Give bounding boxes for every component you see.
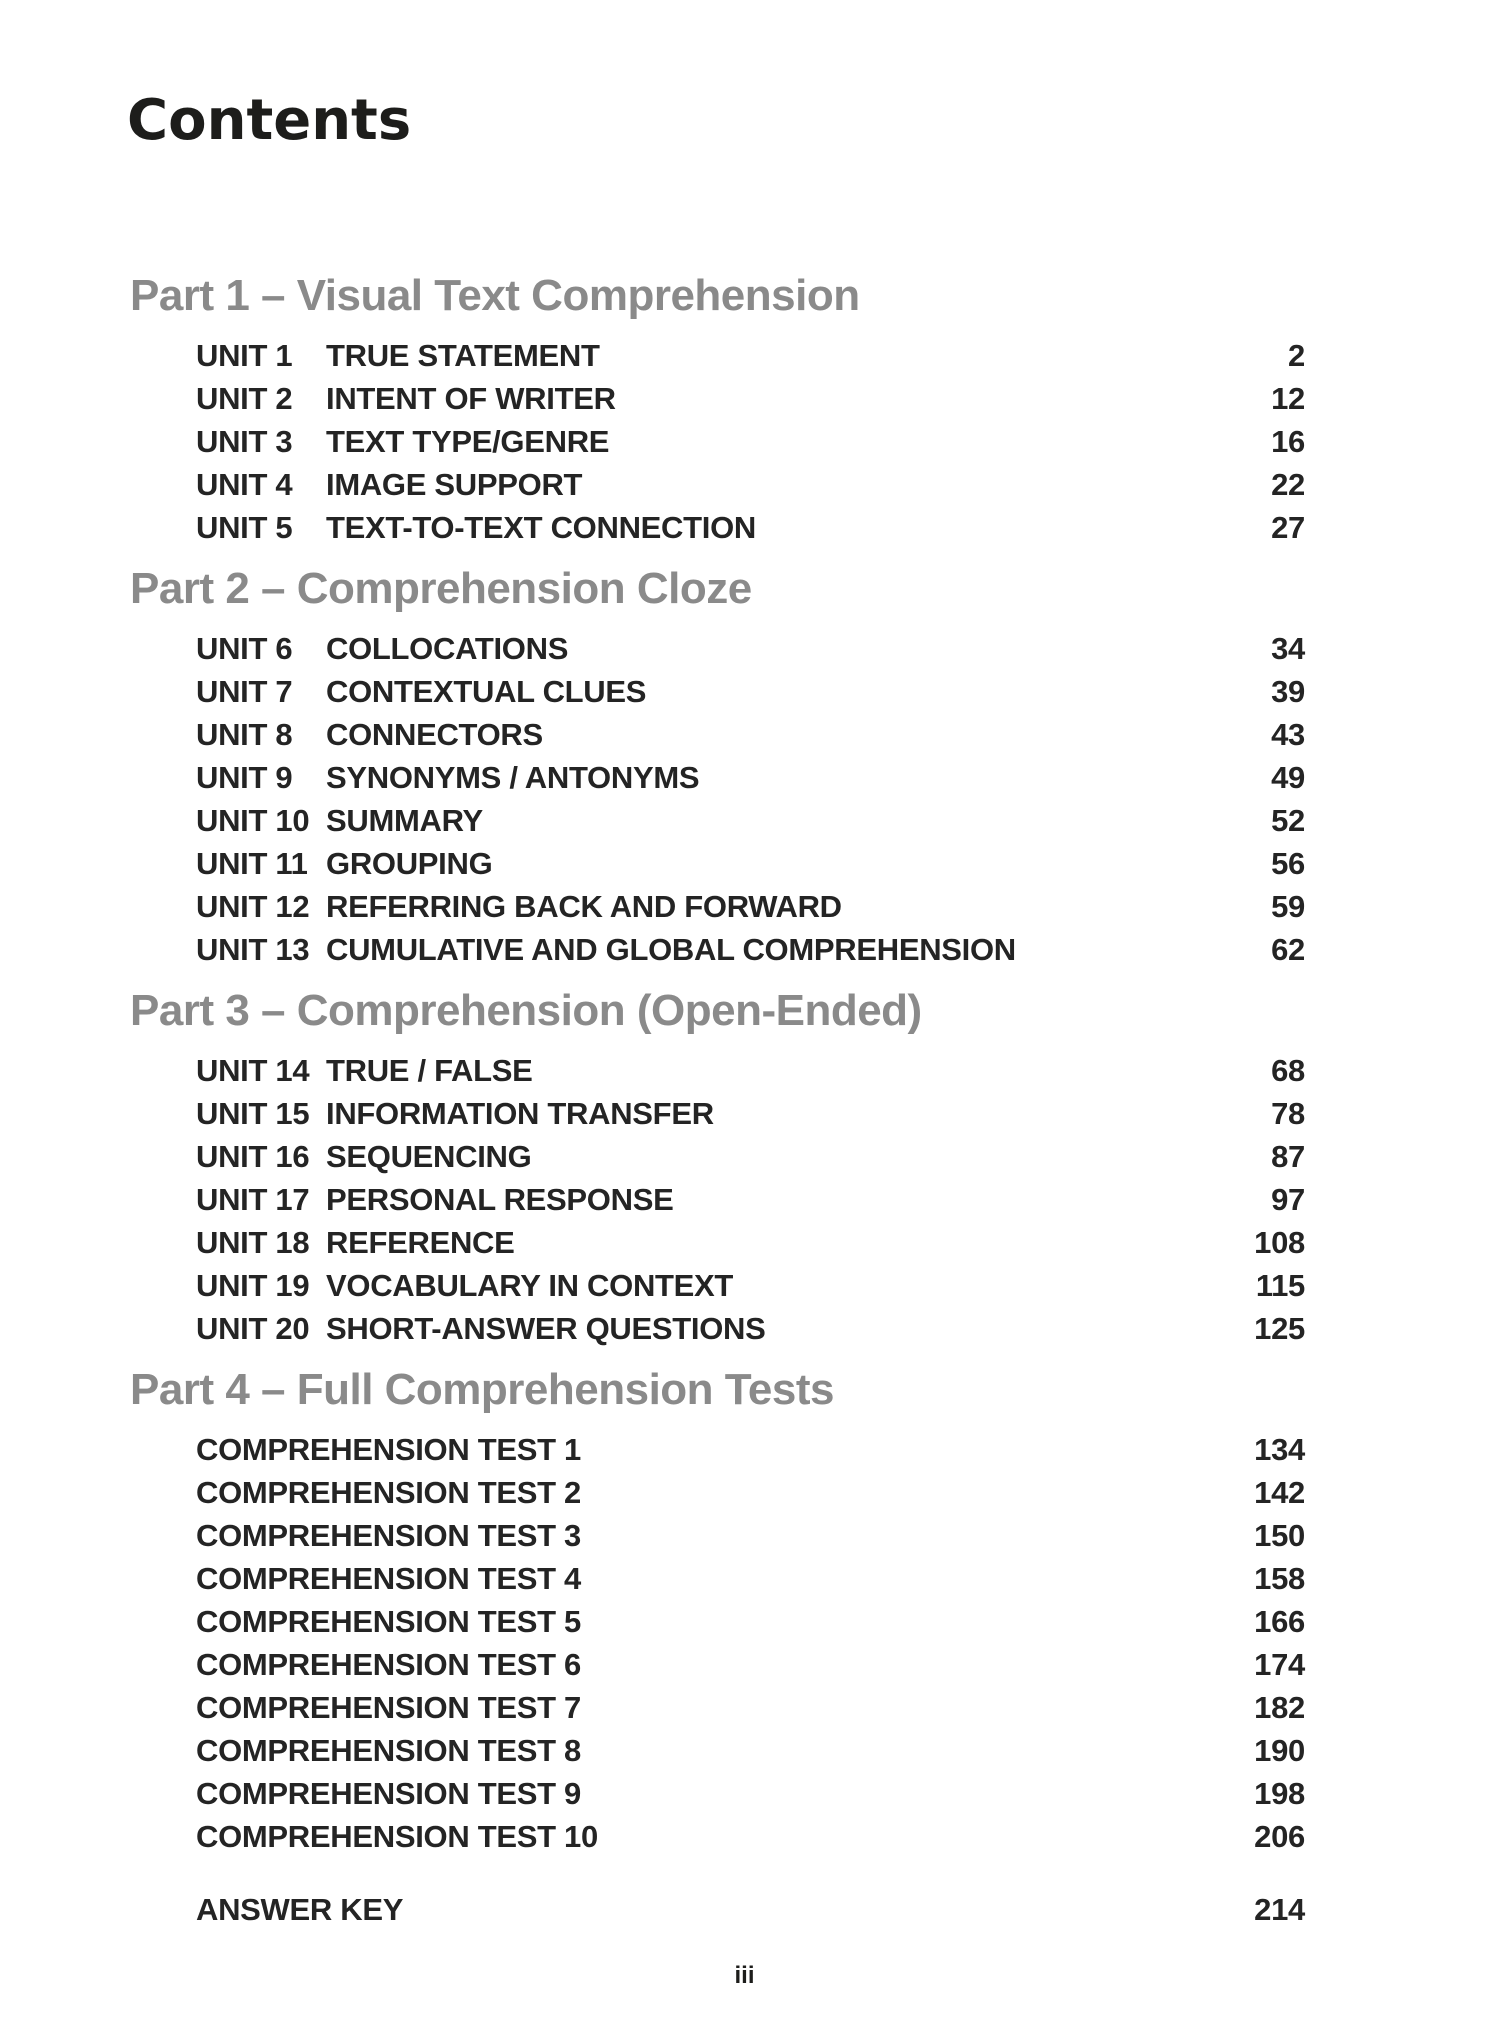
entry-title: VOCABULARY IN CONTEXT (326, 1268, 734, 1303)
unit-label: UNIT 2 (196, 381, 293, 416)
section-entries (130, 627, 1305, 971)
entry-title: COMPREHENSION TEST 8 (196, 1733, 581, 1768)
entry-page-number: 49 (1271, 760, 1305, 795)
toc-entry (130, 420, 1305, 463)
page-title: Contents (127, 88, 412, 153)
entry-title: TRUE / FALSE (326, 1053, 533, 1088)
entry-page-number: 166 (1254, 1604, 1305, 1639)
entry-page-number: 12 (1271, 381, 1305, 416)
section-heading: Part 4 – Full Comprehension Tests (130, 1365, 834, 1414)
toc-entry (130, 885, 1305, 928)
section-entries (130, 1049, 1305, 1350)
toc-entry (130, 1643, 1305, 1686)
entry-title: GROUPING (326, 846, 493, 881)
entry-title: COMPREHENSION TEST 9 (196, 1776, 581, 1811)
toc-entry (130, 1092, 1305, 1135)
entry-page-number: 68 (1271, 1053, 1305, 1088)
section-heading: Part 1 – Visual Text Comprehension (130, 271, 860, 320)
entry-title: IMAGE SUPPORT (326, 467, 583, 502)
unit-label: UNIT 3 (196, 424, 293, 459)
section-heading: Part 3 – Comprehension (Open-Ended) (130, 986, 922, 1035)
entry-page-number: 62 (1271, 932, 1305, 967)
answer-key-label: ANSWER KEY (196, 1892, 404, 1927)
toc-entry (130, 1178, 1305, 1221)
entry-page-number: 59 (1271, 889, 1305, 924)
toc-entry (130, 506, 1305, 549)
toc-entry (130, 1135, 1305, 1178)
entry-title: SUMMARY (326, 803, 483, 838)
entry-title: TRUE STATEMENT (326, 338, 600, 373)
entry-title: COMPREHENSION TEST 1 (196, 1432, 581, 1467)
entry-page-number: 134 (1254, 1432, 1305, 1467)
entry-page-number: 56 (1271, 846, 1305, 881)
entry-page-number: 43 (1271, 717, 1305, 752)
entry-title: CONNECTORS (326, 717, 543, 752)
entry-title: PERSONAL RESPONSE (326, 1182, 674, 1217)
answer-key-row (130, 1888, 1305, 1931)
entry-title: INFORMATION TRANSFER (326, 1096, 714, 1131)
entry-title: COMPREHENSION TEST 7 (196, 1690, 581, 1725)
toc-entry (130, 1221, 1305, 1264)
unit-label: UNIT 4 (196, 467, 293, 502)
toc-section (130, 270, 1305, 549)
unit-label: UNIT 1 (196, 338, 293, 373)
unit-label: UNIT 16 (196, 1139, 310, 1174)
unit-label: UNIT 6 (196, 631, 293, 666)
unit-label: UNIT 9 (196, 760, 293, 795)
toc-entry (130, 1049, 1305, 1092)
toc-entry (130, 842, 1305, 885)
entry-page-number: 198 (1254, 1776, 1305, 1811)
entry-title: CUMULATIVE AND GLOBAL COMPREHENSION (326, 932, 1016, 967)
unit-label: UNIT 8 (196, 717, 293, 752)
entry-title: TEXT-TO-TEXT CONNECTION (326, 510, 756, 545)
toc-entry (130, 1729, 1305, 1772)
entry-page-number: 108 (1254, 1225, 1305, 1260)
table-of-contents (130, 270, 1305, 1931)
toc-entry (130, 928, 1305, 971)
entry-title: CONTEXTUAL CLUES (326, 674, 647, 709)
section-entries (130, 1428, 1305, 1858)
toc-entry (130, 670, 1305, 713)
toc-section (130, 563, 1305, 971)
toc-section (130, 985, 1305, 1350)
entry-page-number: 52 (1271, 803, 1305, 838)
entry-page-number: 190 (1254, 1733, 1305, 1768)
entry-title: REFERRING BACK AND FORWARD (326, 889, 842, 924)
toc-entry (130, 463, 1305, 506)
toc-entry (130, 1557, 1305, 1600)
entry-title: COMPREHENSION TEST 3 (196, 1518, 581, 1553)
toc-entry (130, 799, 1305, 842)
toc-section (130, 1364, 1305, 1858)
entry-page-number: 22 (1271, 467, 1305, 502)
entry-title: REFERENCE (326, 1225, 515, 1260)
entry-page-number: 87 (1271, 1139, 1305, 1174)
unit-label: UNIT 19 (196, 1268, 310, 1303)
entry-page-number: 125 (1254, 1311, 1305, 1346)
entry-title: COMPREHENSION TEST 4 (196, 1561, 581, 1596)
entry-page-number: 182 (1254, 1690, 1305, 1725)
entry-page-number: 158 (1254, 1561, 1305, 1596)
entry-title: COMPREHENSION TEST 10 (196, 1819, 598, 1854)
unit-label: UNIT 17 (196, 1182, 310, 1217)
toc-entry (130, 756, 1305, 799)
entry-title: COMPREHENSION TEST 2 (196, 1475, 581, 1510)
toc-entry (130, 713, 1305, 756)
unit-label: UNIT 12 (196, 889, 310, 924)
unit-label: UNIT 7 (196, 674, 293, 709)
entry-title: COMPREHENSION TEST 6 (196, 1647, 581, 1682)
entry-page-number: 97 (1271, 1182, 1305, 1217)
unit-label: UNIT 5 (196, 510, 293, 545)
toc-entry (130, 1772, 1305, 1815)
unit-label: UNIT 10 (196, 803, 310, 838)
unit-label: UNIT 11 (196, 846, 308, 881)
entry-page-number: 142 (1254, 1475, 1305, 1510)
toc-entry (130, 1428, 1305, 1471)
entry-title: TEXT TYPE/GENRE (326, 424, 610, 459)
entry-page-number: 39 (1271, 674, 1305, 709)
entry-page-number: 174 (1254, 1647, 1305, 1682)
toc-entry (130, 1471, 1305, 1514)
entry-page-number: 150 (1254, 1518, 1305, 1553)
entry-title: COMPREHENSION TEST 5 (196, 1604, 581, 1639)
entry-title: SEQUENCING (326, 1139, 532, 1174)
section-heading: Part 2 – Comprehension Cloze (130, 564, 752, 613)
unit-label: UNIT 14 (196, 1053, 310, 1088)
entry-title: SYNONYMS / ANTONYMS (326, 760, 700, 795)
entry-page-number: 2 (1288, 338, 1305, 373)
toc-entry (130, 1600, 1305, 1643)
section-entries (130, 334, 1305, 549)
toc-entry (130, 334, 1305, 377)
entry-page-number: 78 (1271, 1096, 1305, 1131)
toc-entry (130, 1686, 1305, 1729)
unit-label: UNIT 20 (196, 1311, 310, 1346)
entry-page-number: 27 (1271, 510, 1305, 545)
unit-label: UNIT 13 (196, 932, 310, 967)
entry-title: INTENT OF WRITER (326, 381, 616, 416)
entry-page-number: 115 (1255, 1268, 1305, 1303)
toc-entry (130, 1264, 1305, 1307)
entry-page-number: 206 (1254, 1819, 1305, 1854)
toc-entry (130, 1514, 1305, 1557)
entry-page-number: 16 (1271, 424, 1305, 459)
entry-title: SHORT-ANSWER QUESTIONS (326, 1311, 766, 1346)
unit-label: UNIT 18 (196, 1225, 310, 1260)
entry-page-number: 34 (1271, 631, 1305, 666)
toc-entry (130, 627, 1305, 670)
answer-key-page-number: 214 (1254, 1892, 1305, 1927)
toc-entry (130, 1307, 1305, 1350)
folio-page-number: iii (734, 1962, 755, 1989)
entry-title: COLLOCATIONS (326, 631, 569, 666)
toc-entry (130, 377, 1305, 420)
unit-label: UNIT 15 (196, 1096, 310, 1131)
toc-entry (130, 1815, 1305, 1858)
